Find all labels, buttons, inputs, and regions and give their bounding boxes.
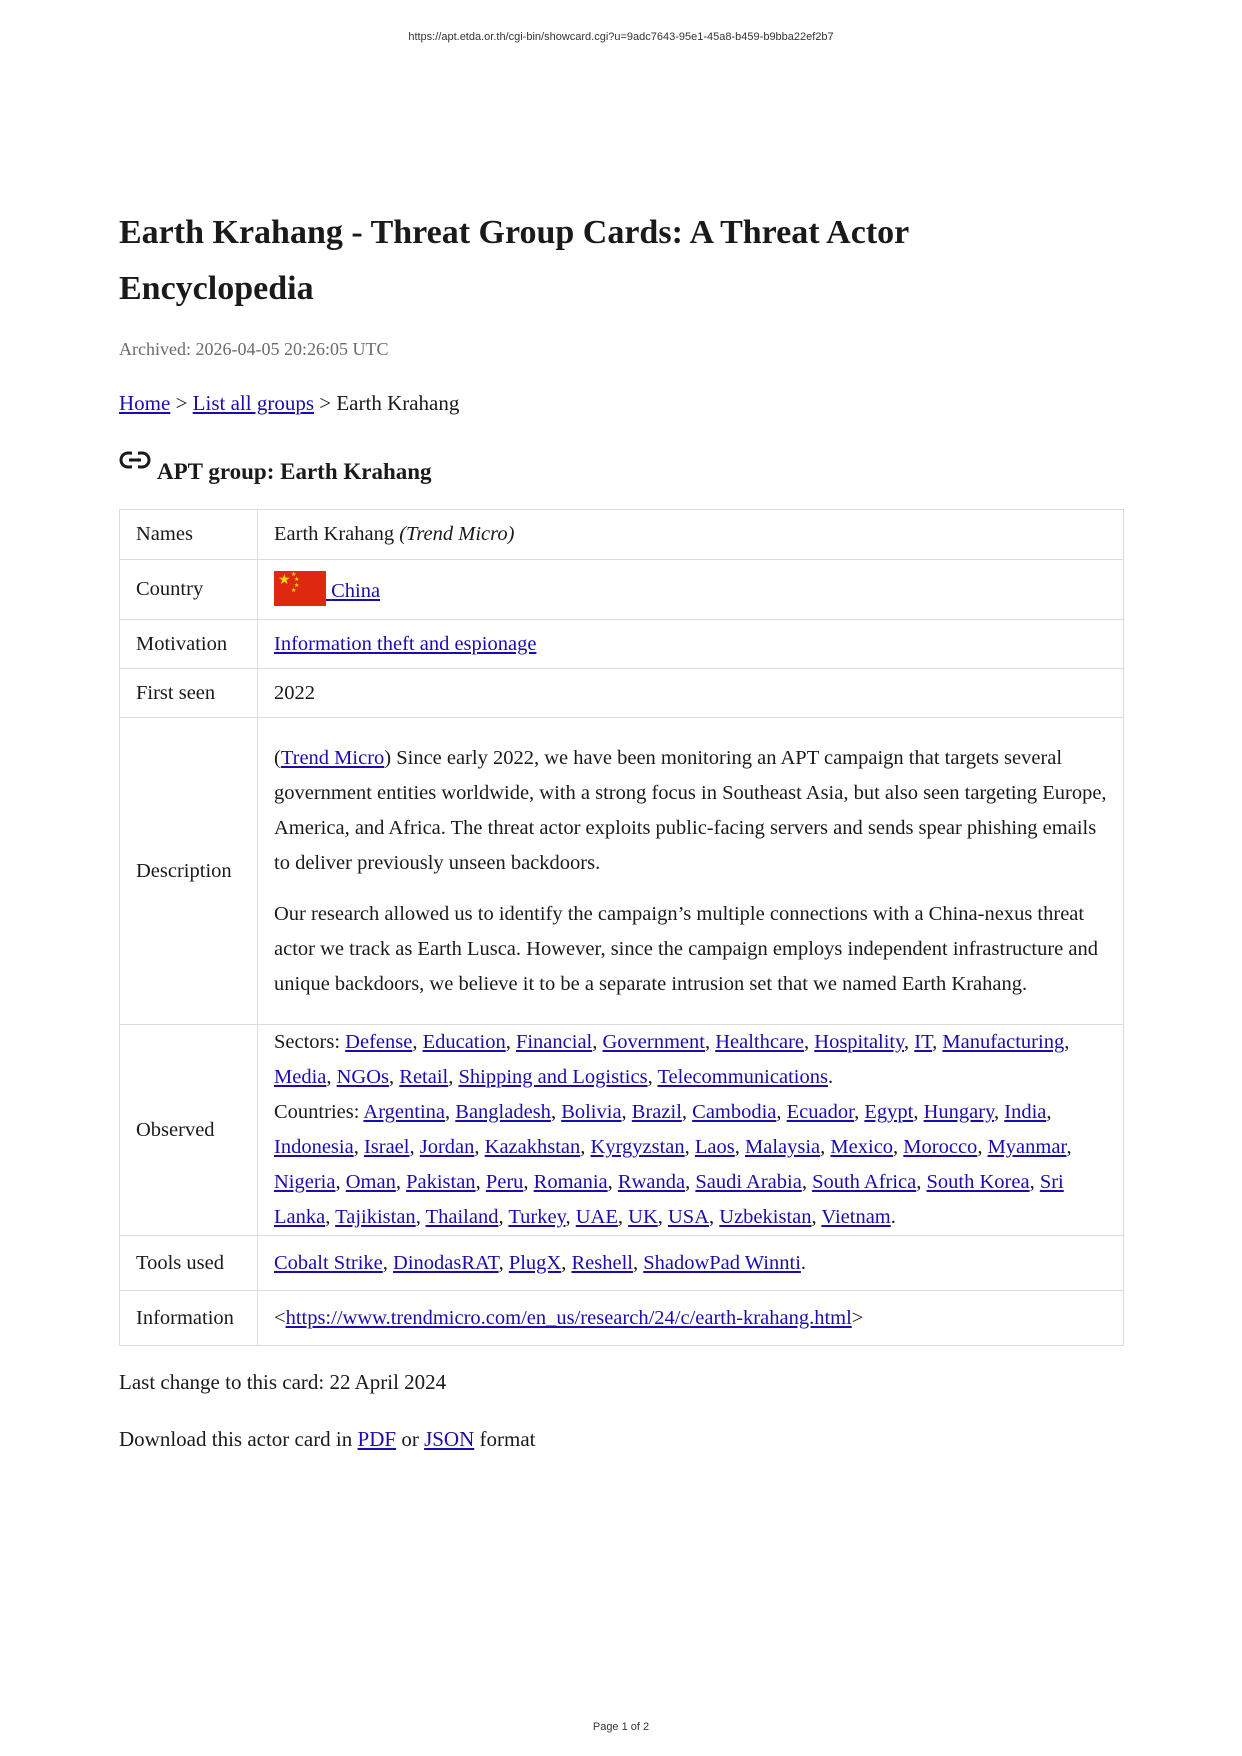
observed-country-link[interactable]: Tajikistan xyxy=(335,1206,416,1228)
names-source: (Trend Micro) xyxy=(399,523,515,545)
sector-link[interactable]: IT xyxy=(914,1031,933,1053)
pdf-download-link[interactable]: PDF xyxy=(357,1427,397,1451)
breadcrumb-separator: > xyxy=(170,391,193,415)
observed-country-link[interactable]: Egypt xyxy=(864,1101,914,1123)
page-title-line2: Encyclopedia xyxy=(119,270,314,307)
names-label: Names xyxy=(120,510,258,560)
description-paragraph xyxy=(274,741,1107,881)
observed-country-link[interactable]: Vietnam xyxy=(821,1206,891,1228)
observed-country-link[interactable]: Rwanda xyxy=(617,1171,686,1193)
observed-country-link[interactable]: Brazil xyxy=(631,1101,682,1123)
sector-link[interactable]: NGOs xyxy=(336,1066,390,1088)
sector-link[interactable]: Manufacturing xyxy=(942,1031,1065,1053)
page-number: Page 1 of 2 xyxy=(592,1721,650,1733)
info-close: > xyxy=(851,1306,864,1329)
observed-cell xyxy=(258,1025,1124,1236)
description-label: Description xyxy=(120,718,258,1025)
last-change: Last change to this card: 22 April 2024 xyxy=(119,1370,447,1394)
first-seen-value: 2022 xyxy=(258,669,1124,718)
observed-country-link[interactable]: Oman xyxy=(345,1171,396,1193)
tool-link[interactable]: PlugX xyxy=(508,1251,562,1274)
table-row xyxy=(120,1291,1124,1346)
observed-country-link[interactable]: Myanmar xyxy=(987,1136,1067,1158)
observed-country-link[interactable]: Mexico xyxy=(830,1136,894,1158)
observed-country-link[interactable]: Pakistan xyxy=(406,1171,476,1193)
observed-country-link[interactable]: Romania xyxy=(533,1171,608,1193)
observed-label: Observed xyxy=(120,1025,258,1236)
sector-link[interactable]: Shipping and Logistics xyxy=(458,1066,648,1088)
names-value-cell xyxy=(258,510,1124,560)
breadcrumb-list-link[interactable]: List all groups xyxy=(192,391,314,415)
sectors-label: Sectors: xyxy=(274,1031,346,1053)
observed-country-link[interactable]: Israel xyxy=(363,1136,410,1158)
table-row xyxy=(120,620,1124,669)
sector-link[interactable]: Healthcare xyxy=(715,1031,805,1053)
sector-link[interactable]: Financial xyxy=(515,1031,593,1053)
observed-country-link[interactable]: Peru xyxy=(485,1171,524,1193)
observed-country-link[interactable]: Thailand xyxy=(425,1206,499,1228)
country-name: China xyxy=(331,579,381,602)
tools-cell: Cobalt Strike, DinodasRAT, PlugX, Reshell, ShadowPad Winnti. xyxy=(258,1236,1124,1291)
observed-country-link[interactable]: Laos xyxy=(694,1136,735,1158)
observed-sectors xyxy=(274,1025,1107,1095)
observed-country-link[interactable]: Bolivia xyxy=(561,1101,622,1123)
info-open: < xyxy=(274,1306,286,1329)
countries-label: Countries: xyxy=(274,1101,364,1123)
motivation-label: Motivation xyxy=(120,620,258,669)
observed-country-link[interactable]: Argentina xyxy=(363,1101,446,1123)
observed-country-link[interactable]: Cambodia xyxy=(692,1101,777,1123)
information-link[interactable]: https://www.trendmicro.com/en_us/research/24/c/earth-krahang.html xyxy=(285,1306,852,1329)
table-row xyxy=(120,1025,1124,1236)
description-text: ) Since early 2022, we have been monitoring an APT campaign that targets several government entities worldwide, with a strong focus in Southeast Asia, but also seen targeting Europe, America, and Africa. The threat actor exploits public-facing servers and sends spear phishing emails to deliver previously unseen backdoors. xyxy=(274,746,1107,874)
tools-label: Tools used xyxy=(120,1236,258,1291)
sector-link[interactable]: Retail xyxy=(399,1066,449,1088)
observed-country-link[interactable]: UK xyxy=(628,1206,658,1228)
main-content xyxy=(119,205,1124,1453)
tool-link[interactable]: Cobalt Strike xyxy=(274,1251,383,1274)
description-source-link[interactable]: Trend Micro xyxy=(280,746,385,769)
table-row xyxy=(120,1236,1124,1291)
description-paragraph: Our research allowed us to identify the campaign’s multiple connections with a China-nexus threat actor we track as Earth Lusca. However, since the campaign employs independent infrastructure and unique backdoors, we believe it to be a separate intrusion set that we named Earth Krahang. xyxy=(274,902,1098,995)
breadcrumb-current: Earth Krahang xyxy=(336,391,460,415)
china-flag-icon: ★ ★ ★ ★ ★ xyxy=(274,571,326,606)
country-list: Argentina, Bangladesh, Bolivia, Brazil, Cambodia, Ecuador, Egypt, Hungary, India, Indonesia, Israel, Jordan, Kazakhstan, Kyrgyzstan, Laos, Malaysia, Mexico, Morocco, Myanmar, Nigeria, Oman, Pakistan, Peru, Romania, Rwanda, Saudi Arabia, South Africa, South Korea, Sri Lanka, Tajikistan, Thailand, Turkey, UAE, UK, USA, Uzbekistan, Vietnam. xyxy=(274,1101,1072,1228)
apt-group-heading xyxy=(119,451,1124,485)
archived-timestamp: Archived: 2026-04-05 20:26:05 UTC xyxy=(119,339,389,359)
observed-country-link[interactable]: Bangladesh xyxy=(455,1101,551,1123)
table-row xyxy=(120,510,1124,560)
sector-link[interactable]: Media xyxy=(274,1066,327,1088)
threat-card-table xyxy=(119,509,1124,1346)
observed-country-link[interactable]: Indonesia xyxy=(274,1136,354,1158)
sector-link[interactable]: Government xyxy=(602,1031,705,1053)
apt-group-title: APT group: Earth Krahang xyxy=(157,459,432,484)
json-download-link[interactable]: JSON xyxy=(424,1427,475,1451)
page-url: https://apt.etda.or.th/cgi-bin/showcard.cgi?u=9adc7643-95e1-45a8-b459-b9bba22ef2b7 xyxy=(408,31,834,43)
observed-country-link[interactable]: Kyrgyzstan xyxy=(590,1136,685,1158)
tool-link[interactable]: Reshell xyxy=(571,1251,633,1274)
download-middle: or xyxy=(396,1427,425,1451)
country-value-cell xyxy=(258,560,1124,620)
page-title-line1: Earth Krahang - Threat Group Cards: A Threat Actor xyxy=(119,214,910,251)
breadcrumb xyxy=(119,389,1124,417)
download-prefix: Download this actor card in xyxy=(119,1427,358,1451)
download-suffix: format xyxy=(474,1427,536,1451)
names-value: Earth Krahang xyxy=(274,523,395,545)
observed-country-link[interactable]: Kazakhstan xyxy=(484,1136,581,1158)
information-cell xyxy=(258,1291,1124,1346)
observed-country-link[interactable]: India xyxy=(1004,1101,1047,1123)
tool-link[interactable]: DinodasRAT xyxy=(393,1251,499,1274)
observed-countries xyxy=(274,1095,1107,1235)
sector-list: Defense, Education, Financial, Government, Healthcare, Hospitality, IT, Manufacturing, Media, NGOs, Retail, Shipping and Logistics, Telecommunications. xyxy=(274,1031,1070,1088)
observed-country-link[interactable]: Nigeria xyxy=(274,1171,336,1193)
sector-link[interactable]: Education xyxy=(422,1031,506,1053)
tool-link[interactable]: ShadowPad Winnti xyxy=(643,1251,801,1274)
observed-country-link[interactable]: Hungary xyxy=(923,1101,995,1123)
observed-country-link[interactable]: Uzbekistan xyxy=(719,1206,812,1228)
sector-link[interactable]: Telecommunications xyxy=(657,1066,828,1088)
observed-country-link[interactable]: Saudi Arabia xyxy=(695,1171,802,1193)
motivation-link[interactable]: Information theft and espionage xyxy=(274,632,537,655)
observed-country-link[interactable]: Ecuador xyxy=(786,1101,855,1123)
information-label: Information xyxy=(120,1291,258,1346)
page-title xyxy=(119,205,1124,317)
breadcrumb-separator: > xyxy=(314,391,337,415)
observed-country-link[interactable]: Jordan xyxy=(419,1136,475,1158)
observed-country-link[interactable]: USA xyxy=(668,1206,710,1228)
sector-link[interactable]: Hospitality xyxy=(814,1031,905,1053)
observed-country-link[interactable]: Turkey xyxy=(508,1206,566,1228)
description-open: ( xyxy=(274,746,281,769)
description-cell xyxy=(258,718,1124,1025)
observed-country-link[interactable]: South Korea xyxy=(926,1171,1030,1193)
observed-country-link[interactable]: Malaysia xyxy=(745,1136,821,1158)
first-seen-label: First seen xyxy=(120,669,258,718)
download-line xyxy=(119,1425,1124,1453)
observed-country-link[interactable]: Sri Lanka xyxy=(274,1171,1064,1228)
country-label: Country xyxy=(120,560,258,620)
table-row xyxy=(120,718,1124,1025)
table-row xyxy=(120,560,1124,620)
link-icon[interactable] xyxy=(119,451,157,485)
observed-country-link[interactable]: Morocco xyxy=(903,1136,978,1158)
observed-country-link[interactable]: UAE xyxy=(575,1206,618,1228)
country-link[interactable] xyxy=(274,571,381,602)
sector-link[interactable]: Defense xyxy=(345,1031,413,1053)
table-row xyxy=(120,669,1124,718)
breadcrumb-home-link[interactable]: Home xyxy=(119,391,171,415)
observed-country-link[interactable]: South Africa xyxy=(812,1171,917,1193)
motivation-value-cell xyxy=(258,620,1124,669)
